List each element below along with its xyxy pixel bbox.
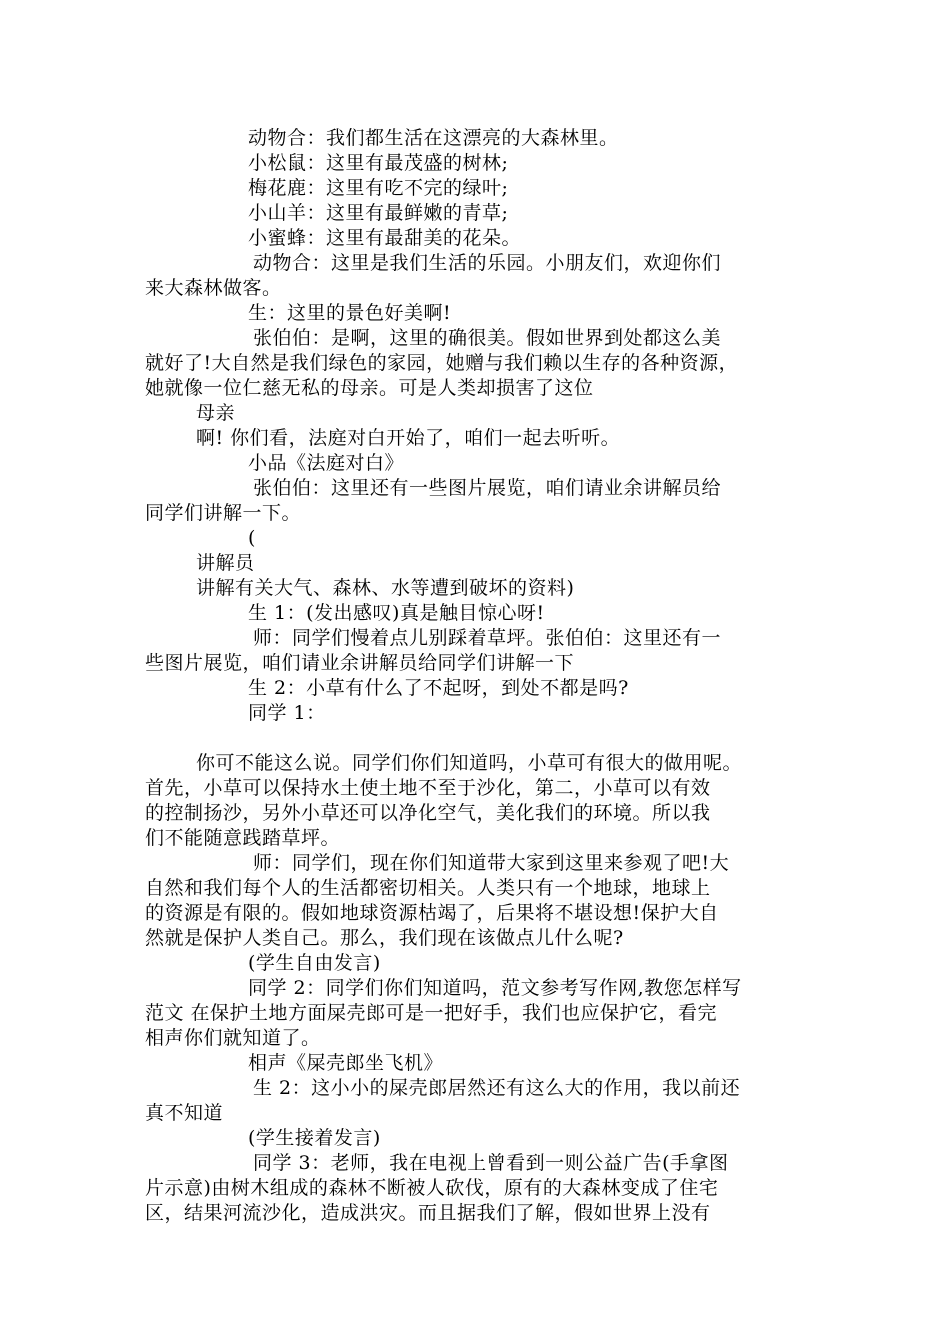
text-line: 师：同学们慢着点儿别踩着草坪。张伯伯：这里还有一 <box>253 627 722 649</box>
text-line: 同学 1： <box>248 702 326 724</box>
text-line: 梅花鹿：这里有吃不完的绿叶; <box>248 177 509 199</box>
text-line: 张伯伯：这里还有一些图片展览，咱们请业余讲解员给 <box>253 477 722 499</box>
text-line: 师：同学们，现在你们知道带大家到这里来参观了吧!大 <box>253 852 730 874</box>
text-line: 相声《屎壳郎坐飞机》 <box>248 1052 444 1074</box>
text-line: 就好了!大自然是我们绿色的家园，她赠与我们赖以生存的各种资源， <box>145 352 739 374</box>
text-line: (学生自由发言) <box>248 952 381 974</box>
text-line: 母亲 <box>196 402 236 424</box>
text-line: 你可不能这么说。同学们你们知道吗，小草可有很大的做用呢。 <box>196 752 743 774</box>
text-line: 啊! 你们看，法庭对白开始了，咱们一起去听听。 <box>196 427 621 449</box>
text-line: 同学们讲解一下。 <box>145 502 302 524</box>
text-line: 们不能随意践踏草坪。 <box>145 827 341 849</box>
text-line: (学生接着发言) <box>248 1127 381 1149</box>
text-line: 范文 在保护土地方面屎壳郎可是一把好手，我们也应保护它，看完 <box>145 1002 718 1024</box>
text-line: 首先，小草可以保持水土使土地不至于沙化，第二，小草可以有效 <box>145 777 711 799</box>
text-line: 动物合：这里是我们生活的乐园。小朋友们，欢迎你们 <box>253 252 722 274</box>
text-line: 同学 2：同学们你们知道吗，范文参考写作网,教您怎样写 <box>248 977 742 999</box>
text-line: 小山羊：这里有最鲜嫩的青草; <box>248 202 509 224</box>
text-line: 生 1：(发出感叹)真是触目惊心呀! <box>248 602 545 624</box>
text-line: 生：这里的景色好美啊! <box>248 302 452 324</box>
text-line: 张伯伯：是啊，这里的确很美。假如世界到处都这么美 <box>253 327 722 349</box>
text-line: 然就是保护人类自己。那么，我们现在该做点儿什么呢? <box>145 927 624 949</box>
text-line: 她就像一位仁慈无私的母亲。可是人类却损害了这位 <box>145 377 594 399</box>
text-line: 些图片展览，咱们请业余讲解员给同学们讲解一下 <box>145 652 575 674</box>
text-line: 片示意)由树木组成的森林不断被人砍伐，原有的大森林变成了住宅 <box>145 1177 719 1199</box>
text-line: 自然和我们每个人的生活都密切相关。人类只有一个地球，地球上 <box>145 877 711 899</box>
text-line: 动物合：我们都生活在这漂亮的大森林里。 <box>248 127 619 149</box>
text-line: 讲解员 <box>196 552 255 574</box>
text-line: 相声你们就知道了。 <box>145 1027 321 1049</box>
text-line: 的控制扬沙，另外小草还可以净化空气，美化我们的环境。所以我 <box>145 802 711 824</box>
text-line: 来大森林做客。 <box>145 277 282 299</box>
text-line: 小松鼠：这里有最茂盛的树林; <box>248 152 509 174</box>
text-line: ( <box>248 527 256 549</box>
text-line: 小蜜蜂：这里有最甜美的花朵。 <box>248 227 522 249</box>
text-line: 真不知道 <box>145 1102 224 1124</box>
text-line: 小品《法庭对白》 <box>248 452 405 474</box>
text-line: 同学 3：老师，我在电视上曾看到一则公益广告(手拿图 <box>253 1152 729 1174</box>
text-line: 生 2：小草有什么了不起呀，到处不都是吗? <box>248 677 629 699</box>
text-line: 区，结果河流沙化，造成洪灾。而且据我们了解，假如世界上没有 <box>145 1202 711 1224</box>
text-line: 生 2：这小小的屎壳郎居然还有这么大的作用，我以前还 <box>253 1077 741 1099</box>
text-line: 的资源是有限的。假如地球资源枯竭了，后果将不堪设想!保护大自 <box>145 902 719 924</box>
text-line: 讲解有关大气、森林、水等遭到破坏的资料) <box>196 577 575 599</box>
